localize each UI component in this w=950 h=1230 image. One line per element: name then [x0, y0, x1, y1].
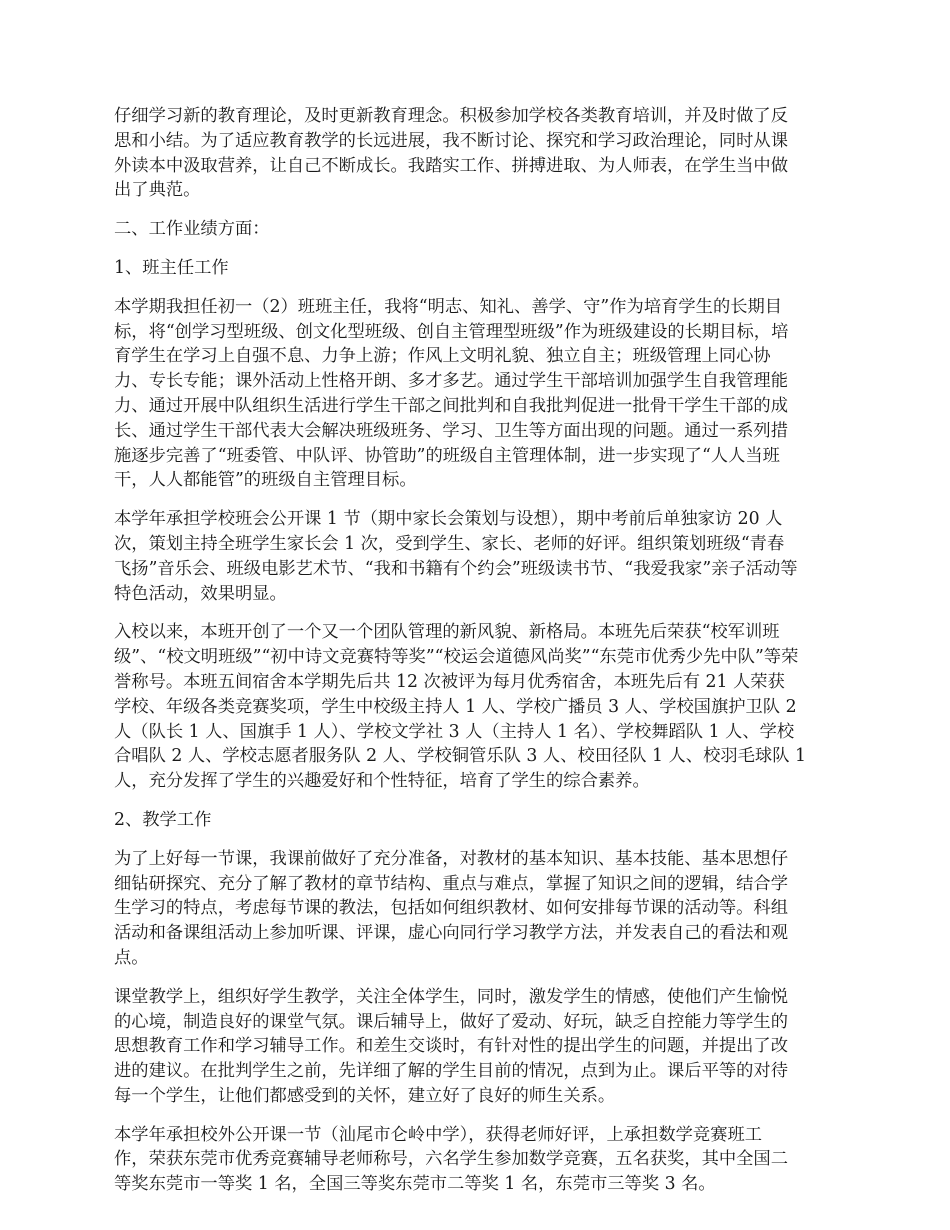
- paragraph-class-management: 本学期我担任初一（2）班班主任，我将“明志、知礼、善学、守”作为培育学生的长期目 标，将“创学习型班级、创文化型班级、创自主管理型班级”作为班级建设的长期目标，培 育学生在学习上自强不息、力争上游；作风上文明礼貌、独立自主；班级管理上同心协 力、专长专能；课外活动上性格开朗、多才多艺。通过学生干部培训加强学生自我管理能 力、通过开展中队组织生活进行学生干部之间批判和自我批判促进一批骨干学生干部的成 长、通过学生干部代表大会解决班级班务、学习、卫生等方面出现的问题。通过一系列措 施逐步完善了“班委管、中队评、协管助”的班级自主管理体制，进一步实现了“人人当班 干，人人都能管”的班级自主管理目标。: [114, 296, 789, 491]
- paragraph-teaching-achievements: 本学年承担校外公开课一节（汕尾市仑岭中学），获得老师好评，上承担数学竞赛班工 作，荣获东莞市优秀竞赛辅导老师称号，六名学生参加数学竞赛，五名获奖，其中全国二 等奖东莞市一等奖 1 名，全国三等奖东莞市二等奖 1 名，东莞市三等奖 3 名。: [114, 1124, 788, 1195]
- paragraph-intro: 仔细学习新的教育理论，及时更新教育理念。积极参加学校各类教育培训，并及时做了反 思和小结。为了适应教育教学的长远进展，我不断讨论、探究和学习政治理论，同时从课 外读本中汲取营养，让自己不断成长。我踏实工作、拼搏进取、为人师表，在学生当中做 出了典范。: [114, 106, 788, 201]
- document-body: [114, 104, 836, 1211]
- paragraph-class-honors: 入校以来，本班开创了一个又一个团队管理的新风貌、新格局。本班先后荣获“校军训班 级”、“校文明班级”“初中诗文竞赛特等奖”“校运会道德风尚奖”“东莞市优秀少先中队”等荣 誉称号。本班五间宿舍本学期先后共 12 次被评为每月优秀宿舍，本班先后有 21 人荣获 学校、年级各类竞赛奖项，学生中校级主持人 1 人、学校广播员 3 人、学校国旗护卫队 2 人（队长 1 人、国旗手 1 人）、学校文学社 3 人（主持人 1 名）、学校舞蹈队 1 人、学校 合唱队 2 人、学校志愿者服务队 2 人、学校铜管乐队 3 人、校田径队 1 人、校羽毛球队 1 人，充分发挥了学生的兴趣爱好和个性特征，培育了学生的综合素养。: [114, 622, 806, 792]
- paragraph-classroom-teaching: 课堂教学上，组织好学生教学，关注全体学生，同时，激发学生的情感，使他们产生愉悦 的心境，制造良好的课堂气氛。课后辅导上，做好了爱动、好玩，缺乏自控能力等学生的 思想教育工作和学习辅导工作。和差生交谈时，有针对性的提出学生的问题，并提出了改 进的建议。在批判学生之前，先详细了解的学生目前的情况，点到为止。课后平等的对待 每一个学生，让他们都感受到的关怀，建立好了良好的师生关系。: [114, 986, 788, 1106]
- section-heading-work-achievements: 二、工作业绩方面：: [114, 219, 270, 240]
- paragraph-class-activities: 本学年承担学校班会公开课 1 节（期中家长会策划与设想），期中考前后单独家访 20 人 次，策划主持全班学生家长会 1 次，受到学生、家长、老师的好评。组织策划班级“青春 飞扬”音乐会、班级电影艺术节、“我和书籍有个约会”班级读书节、“我爱我家”亲子活动等 特色活动，效果明显。: [114, 509, 798, 604]
- subsection-heading-teaching: 2、教学工作: [114, 809, 212, 830]
- subsection-heading-class-teacher: 1、班主任工作: [114, 257, 229, 278]
- paragraph-lesson-preparation: 为了上好每一节课，我课前做好了充分准备，对教材的基本知识、基本技能、基本思想仔 细钻研探究、充分了解了教材的章节结构、重点与难点，掌握了知识之间的逻辑，结合学 生学习的特点，考虑每节课的教法，包括如何组织教材、如何安排每节课的活动等。科组 活动和备课组活动上参加听课、评课，虚心向同行学习教学方法，并发表自己的看法和观 点。: [114, 848, 788, 968]
